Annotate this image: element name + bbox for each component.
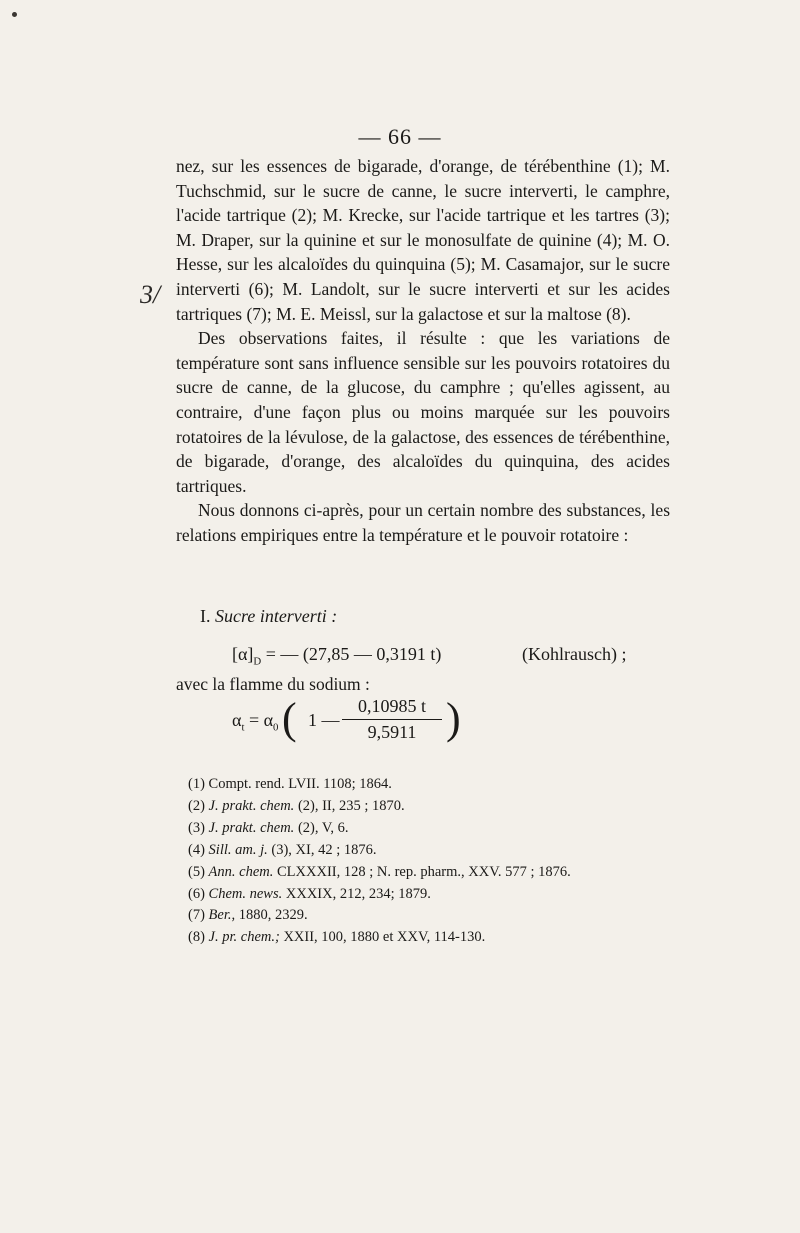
footnote-journal: J. prakt. chem. xyxy=(208,797,295,814)
footnote xyxy=(188,884,668,906)
footnote-number: (7) xyxy=(188,907,205,924)
footnote-journal: Sill. am. j. xyxy=(208,841,268,858)
footnote xyxy=(188,796,668,818)
paragraph-relations: Nous donnons ci-après, pour un certain nombre des substances, les relations empiriques entre la température et le pouvoir rotatoire : xyxy=(176,500,670,545)
footnote-number: (3) xyxy=(188,819,205,836)
footnote-ref: (2), II, 235 ; 1870. xyxy=(294,797,405,814)
footnote xyxy=(188,818,668,840)
footnote-journal: J. prakt. chem. xyxy=(208,819,295,836)
fraction-denominator: 9,5911 xyxy=(367,722,417,742)
footnote-number: (2) xyxy=(188,797,205,814)
left-paren: ( xyxy=(282,694,297,743)
footnote-ref: (3), XI, 42 ; 1876. xyxy=(267,841,377,858)
one-minus: 1 — xyxy=(308,710,340,730)
footnote-journal: Chem. news. xyxy=(208,885,283,902)
footnote-ref: 1880, 2329. xyxy=(235,907,308,924)
footnote-number: (5) xyxy=(188,863,205,880)
footnote-ref: XXXIX, 212, 234; 1879. xyxy=(282,885,431,902)
formula-lhs xyxy=(232,710,278,734)
fraction-numerator: 0,10985 t xyxy=(357,696,426,716)
right-paren: ) xyxy=(446,694,461,743)
equals-sign: = xyxy=(244,710,264,730)
lhs-alpha: α xyxy=(232,710,242,730)
formula-author: (Kohlrausch) ; xyxy=(522,644,627,664)
section-number: I. xyxy=(200,606,211,626)
fraction-bar xyxy=(342,719,442,720)
footnote-journal: Ann. chem. xyxy=(208,863,274,880)
footnotes xyxy=(188,774,668,949)
footnote-journal: Ber., xyxy=(208,907,236,924)
footnote xyxy=(188,905,668,927)
footnote-ref: XXII, 100, 1880 et XXV, 114-130. xyxy=(279,929,486,946)
alpha-bracket: [α] xyxy=(232,644,254,664)
section-name: Sucre interverti : xyxy=(215,606,338,626)
footnote-number: (8) xyxy=(188,929,205,946)
footnote-ref: CLXXXII, 128 ; N. rep. pharm., XXV. 577 ; 1876. xyxy=(273,863,571,880)
footnote-number: (4) xyxy=(188,841,205,858)
footnote xyxy=(188,927,668,949)
section-heading xyxy=(200,606,337,627)
paragraph-observations: Des observations faites, il résulte : que les variations de température sont sans influence sensible sur les pouvoirs rotatoires du sucre de canne, de la glucose, du camphre ; qu'elles agissent, au contraire, d'une façon plus ou moins marquée sur les pouvoirs rotatoires de la lévulose, de la galactose, des essences de térébenthine, de bigarade, d'orange, des alcaloïdes du quinquina, des acides tartriques. xyxy=(176,328,670,496)
rhs-subscript: 0 xyxy=(273,721,279,734)
lhs-subscript: t xyxy=(241,721,245,734)
footnote xyxy=(188,840,668,862)
paragraph-continuation: nez, sur les essences de bigarade, d'orange, de térébenthine (1); M. Tuchschmid, sur le sucre de canne, le sucre interverti, le camphre, l'acide tartrique (2); M. Krecke, sur l'acide tartrique et les tartres (3); M. Draper, sur la quinine et sur le monosulfate de quinine (4); M. O. Hesse, sur les alcaloïdes du quinquina (5); M. Casamajor, sur le sucre interverti (6); M. Landolt, sur le sucre interverti et sur les acides tartriques (7); M. E. Meissl, sur la galactose et sur la maltose (8). xyxy=(176,156,670,324)
footnote-number: (1) xyxy=(188,776,205,792)
formula-sodium xyxy=(232,696,492,746)
footnote-number: (6) xyxy=(188,885,205,902)
ink-speck xyxy=(12,12,17,17)
formula-expression xyxy=(232,644,441,668)
rhs-alpha: α xyxy=(263,710,274,730)
margin-annotation: 3/ xyxy=(140,280,161,309)
page-number: — 66 — xyxy=(358,124,442,149)
formula-rest: = — (27,85 — 0,3191 t) xyxy=(261,644,442,664)
flame-text: avec la flamme du sodium : xyxy=(176,674,370,694)
body-text xyxy=(176,154,670,548)
footnote xyxy=(188,774,668,796)
footnote xyxy=(188,862,668,884)
footnote-journal: J. pr. chem.; xyxy=(208,929,280,946)
footnote-ref: Compt. rend. LVII. 1108; 1864. xyxy=(208,776,392,792)
footnote-ref: (2), V, 6. xyxy=(294,819,349,836)
alpha-subscript: D xyxy=(253,655,262,668)
